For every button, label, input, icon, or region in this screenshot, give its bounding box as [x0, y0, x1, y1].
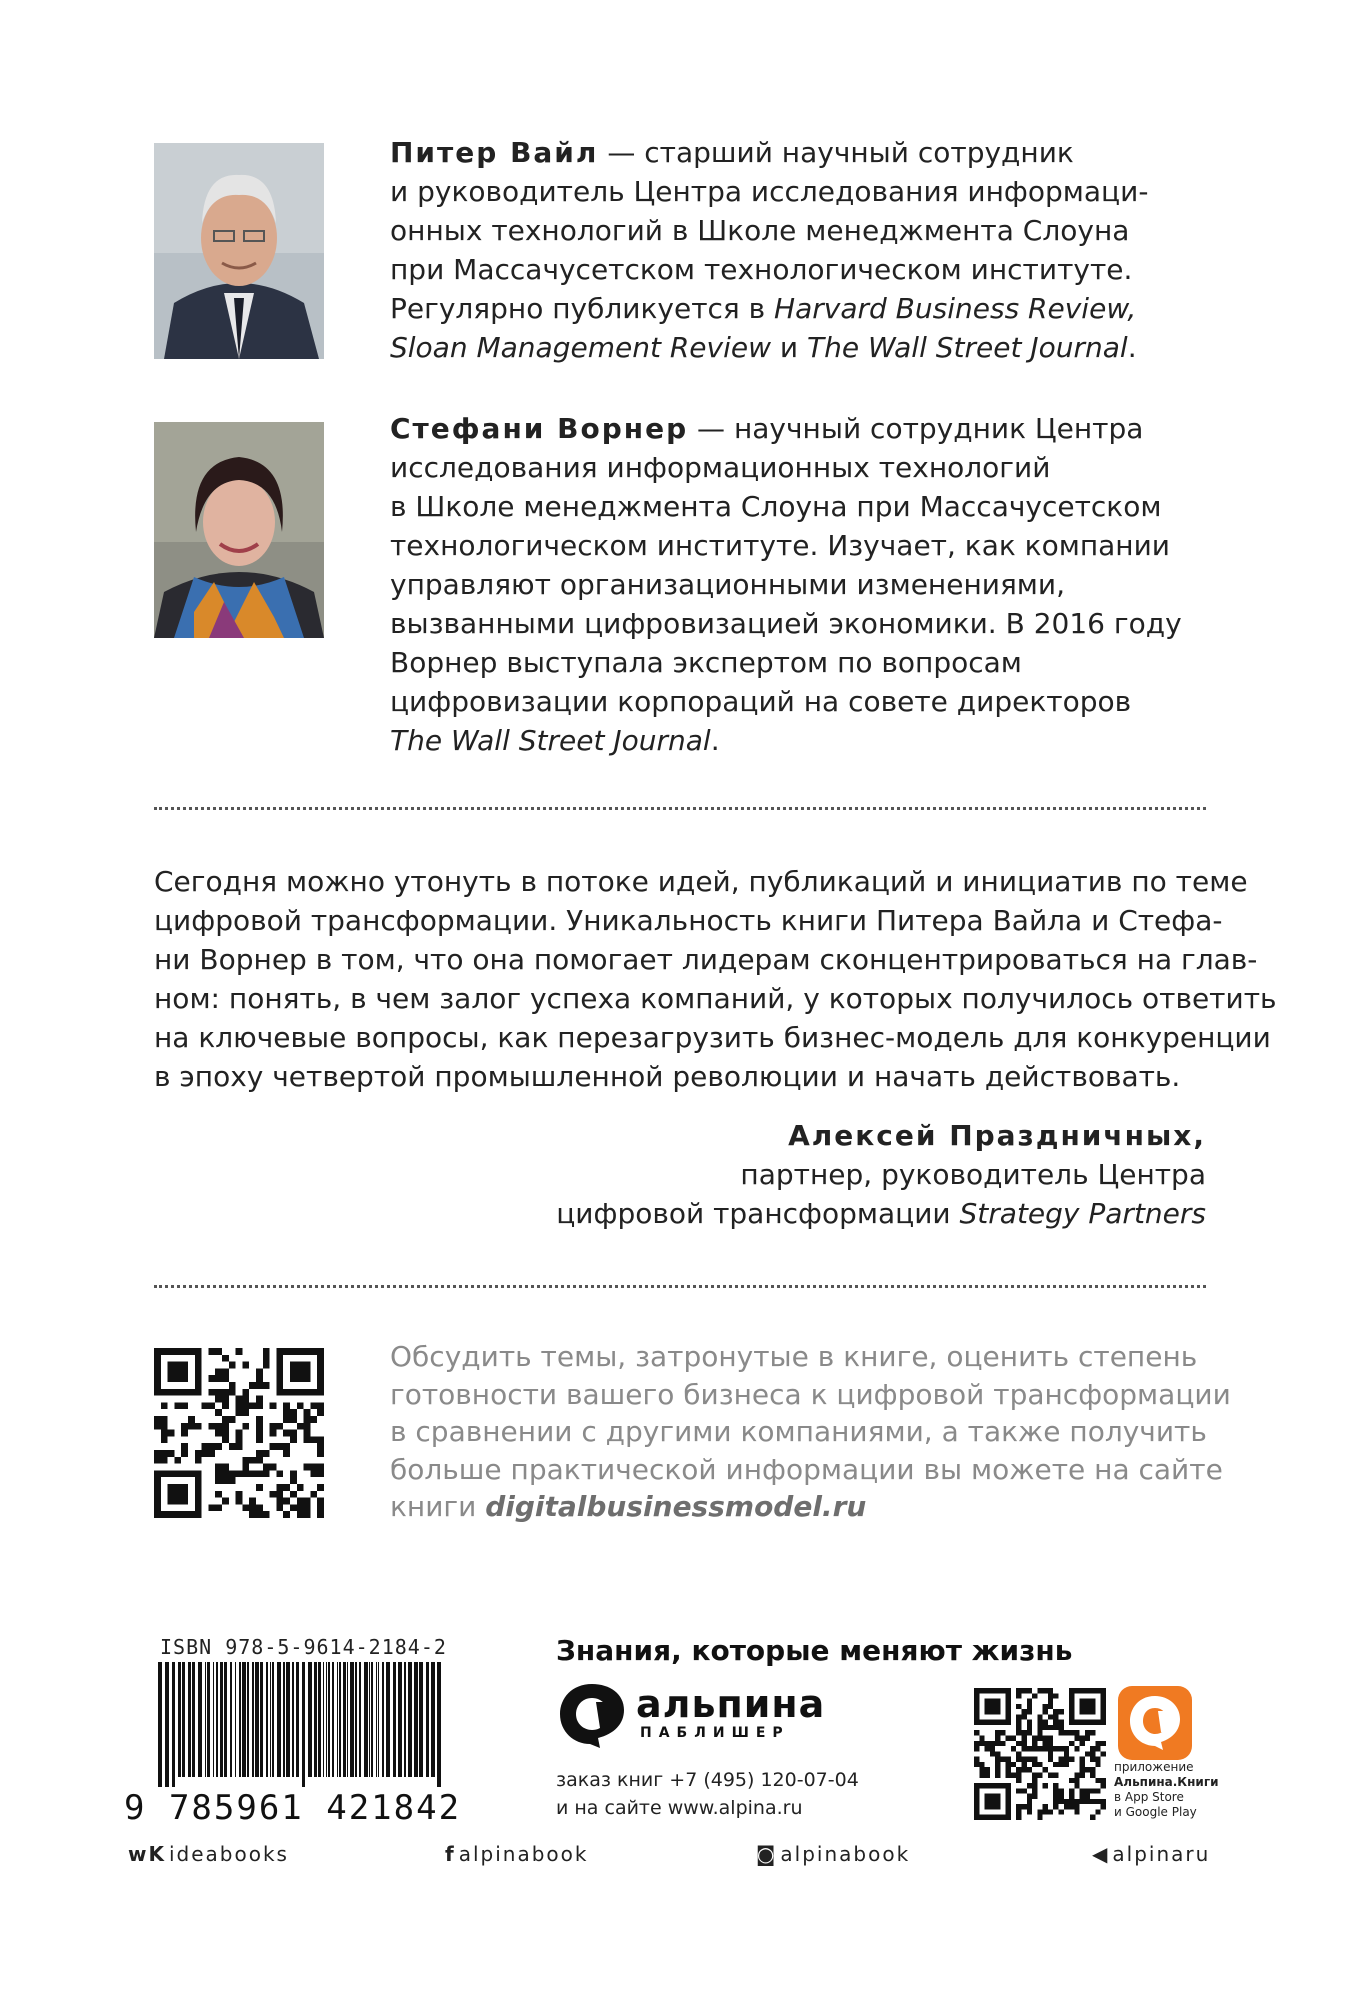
author1-bio-line: Регулярно публикуется в Harvard Business Review,: [390, 292, 1137, 325]
author1-photo: [154, 143, 324, 359]
barcode-digits: 9 785961 421842: [124, 1788, 462, 1828]
author2-bio-line: Стефани Ворнер — научный сотрудник Центра: [390, 412, 1144, 445]
author1-bio-line: онных технологий в Школе менеджмента Слоуна: [390, 214, 1130, 247]
review-author-name: Алексей Праздничных,: [788, 1119, 1206, 1152]
social-vk[interactable]: [128, 1842, 289, 1866]
publisher-name: альпина: [636, 1682, 826, 1726]
divider: [154, 807, 1206, 810]
qr-code-icon: [974, 1688, 1106, 1820]
app-description: приложение Альпина.Книги в App Store и Google Play: [1114, 1760, 1219, 1819]
author2-bio-line: технологическом институте. Изучает, как компании: [390, 529, 1170, 562]
alpina-app-icon: [1118, 1686, 1192, 1760]
review-line: на ключевые вопросы, как перезагрузить бизнес-модель для конкуренции: [154, 1021, 1271, 1054]
author2-bio-line: управляют организационными изменениями,: [390, 568, 1066, 601]
site-note-line: готовности вашего бизнеса к цифровой трансформации: [390, 1377, 1231, 1411]
author2-photo: [154, 422, 324, 638]
author1-bio-line: Питер Вайл — старший научный сотрудник: [390, 136, 1074, 169]
review-line: ном: понять, в чем залог успеха компаний, у которых получилось ответить: [154, 982, 1277, 1015]
social-handle: ideabooks: [168, 1842, 289, 1866]
telegram-icon: ◀: [1092, 1842, 1110, 1866]
social-telegram[interactable]: [1092, 1842, 1210, 1866]
author2-bio-line: The Wall Street Journal.: [390, 724, 720, 757]
review-author-role: цифровой трансформации Strategy Partners: [556, 1197, 1206, 1230]
author1-name: Питер Вайл: [390, 136, 599, 169]
site-qr-code[interactable]: [154, 1348, 324, 1518]
order-phone: заказ книг +7 (495) 120-07-04: [556, 1769, 859, 1791]
author1-bio-line: при Массачусетском технологическом институте.: [390, 253, 1133, 286]
review-author: [154, 1116, 1206, 1233]
author2-bio-line: в Школе менеджмента Слоуна при Массачусетском: [390, 490, 1162, 523]
review-line: Сегодня можно утонуть в потоке идей, публикаций и инициатив по теме: [154, 865, 1248, 898]
app-qr-code[interactable]: [974, 1688, 1106, 1820]
site-note-line: больше практической информации вы можете на сайте: [390, 1452, 1223, 1486]
author1-portrait-image: [154, 143, 324, 359]
qr-code-icon: [154, 1348, 324, 1518]
barcode-icon: [156, 1662, 446, 1787]
author1-bio: [390, 133, 1240, 367]
site-note-line: Обсудить темы, затронутые в книге, оценить степень: [390, 1340, 1198, 1373]
author2-bio: [390, 409, 1240, 760]
author2-bio-line: вызванными цифровизацией экономики. В 2016 году: [390, 607, 1182, 640]
site-link[interactable]: digitalbusinessmodel.ru: [485, 1490, 867, 1523]
app-name: Альпина.Книги: [1114, 1775, 1219, 1789]
author2-portrait-image: [154, 422, 324, 638]
author2-bio-line: цифровизации корпораций на совете директоров: [390, 685, 1132, 718]
author2-bio-line: исследования информационных технологий: [390, 451, 1051, 484]
app-icon[interactable]: [1118, 1686, 1192, 1760]
review-line: в эпоху четвертой промышленной революции и начать действовать.: [154, 1060, 1181, 1093]
facebook-icon: f: [445, 1842, 456, 1866]
author1-bio-line: Sloan Management Review и The Wall Street Journal.: [390, 331, 1137, 364]
social-instagram[interactable]: [756, 1842, 910, 1866]
author2-bio-line: Ворнер выступала экспертом по вопросам: [390, 646, 1022, 679]
social-handle: alpinabook: [458, 1842, 589, 1866]
vk-icon: ᴡK: [128, 1842, 166, 1866]
barcode: [156, 1662, 446, 1787]
social-handle: alpinaru: [1112, 1842, 1211, 1866]
order-site[interactable]: и на сайте www.alpina.ru: [556, 1797, 803, 1819]
review-quote: [154, 862, 1277, 1096]
order-info: [556, 1766, 859, 1822]
divider: [154, 1285, 1206, 1288]
journal-name: Harvard Business Review,: [774, 292, 1137, 325]
journal-name: The Wall Street Journal: [807, 331, 1128, 364]
isbn: ISBN 978-5-9614-2184-2: [160, 1635, 447, 1659]
author1-bio-line: и руководитель Центра исследования информаци-: [390, 175, 1149, 208]
review-author-company: Strategy Partners: [959, 1197, 1206, 1230]
social-facebook[interactable]: [445, 1842, 588, 1866]
publisher-slogan: Знания, которые меняют жизнь: [556, 1634, 1073, 1667]
review-line: цифровой трансформации. Уникальность книги Питера Вайла и Стефа-: [154, 904, 1223, 937]
alpina-logo-icon: [556, 1680, 628, 1752]
journal-name: Sloan Management Review: [390, 331, 771, 364]
publisher-logo: [556, 1680, 628, 1752]
review-author-role: партнер, руководитель Центра: [740, 1158, 1206, 1191]
social-handle: alpinabook: [780, 1842, 911, 1866]
site-note-line: книги digitalbusinessmodel.ru: [390, 1490, 867, 1523]
site-note: [390, 1338, 1231, 1526]
publisher-subname: ПАБЛИШЕР: [640, 1725, 790, 1741]
instagram-icon: ◙: [756, 1842, 778, 1866]
journal-name: The Wall Street Journal: [390, 724, 711, 757]
author2-name: Стефани Ворнер: [390, 412, 689, 445]
site-note-line: в сравнении с другими компаниями, а также получить: [390, 1415, 1207, 1448]
review-line: ни Ворнер в том, что она помогает лидерам сконцентрироваться на глав-: [154, 943, 1258, 976]
